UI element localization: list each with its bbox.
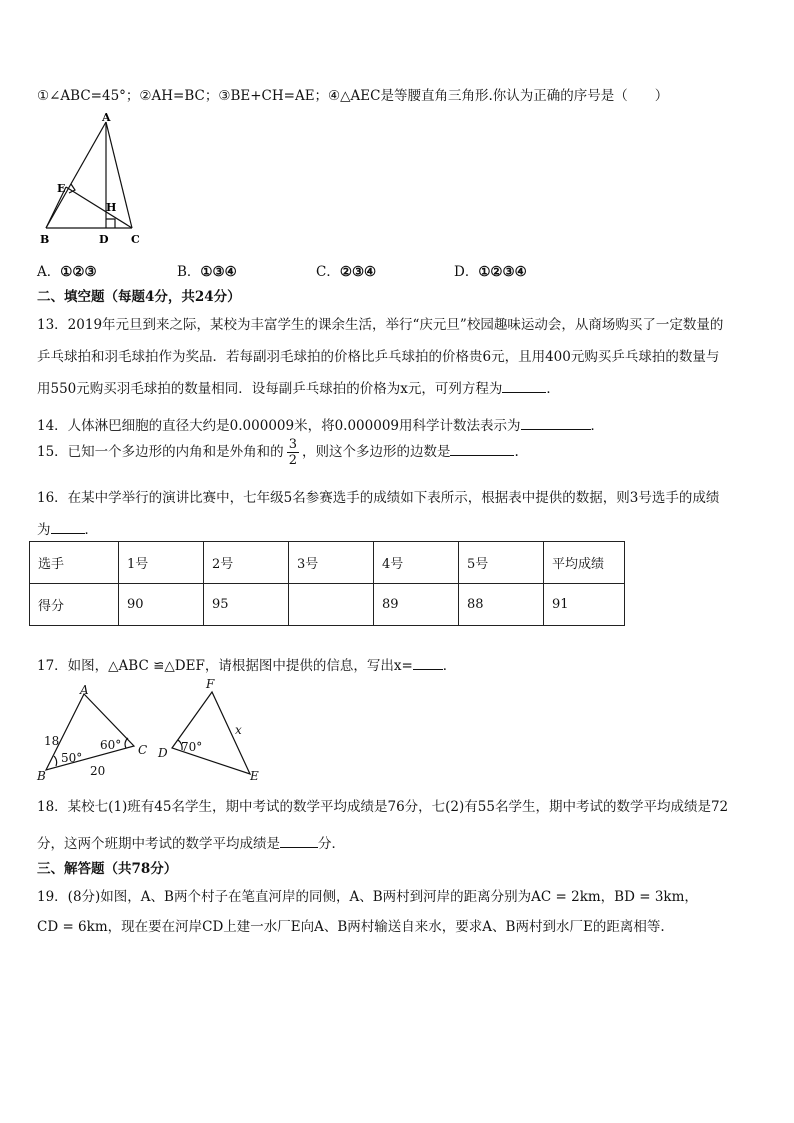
triangle-abc — [46, 694, 134, 770]
table-row — [30, 584, 625, 626]
table-cell: 90 — [119, 584, 204, 626]
q19-line-1: 19．(8分)如图，A、B两个村子在笔直河岸的同侧，A、B两村到河岸的距离分别为AC = 2km，BD = 3km， — [37, 889, 698, 905]
section-3-heading: 三、解答题（共78分） — [37, 861, 178, 877]
side-bc-value: 20 — [90, 764, 106, 778]
choice-c[interactable]: C．②③④ — [316, 264, 377, 280]
label-a: A — [80, 683, 89, 697]
q18-line-1: 18．某校七(1)班有45名学生，期中考试的数学平均成绩是76分，七(2)有55名学生，期中考试的数学平均成绩是72 — [37, 799, 729, 815]
q16-line-1: 16．在某中学举行的演讲比赛中，七年级5名参赛选手的成绩如下表所示，根据表中提供的数据，则3号选手的成绩 — [37, 490, 720, 506]
label-h: H — [106, 201, 117, 214]
q18-answer-blank[interactable] — [280, 835, 318, 848]
table-cell: 89 — [374, 584, 459, 626]
table-cell: 选手 — [30, 542, 119, 584]
label-e: E — [57, 182, 66, 195]
table-cell: 95 — [204, 584, 289, 626]
choice-b[interactable]: B．①③④ — [177, 264, 237, 280]
table-cell: 3号 — [289, 542, 374, 584]
table-cell: 5号 — [459, 542, 544, 584]
right-angle-d — [106, 219, 115, 228]
label-d: D — [158, 746, 168, 760]
q15-answer-blank[interactable] — [450, 443, 514, 456]
table-cell: 得分 — [30, 584, 119, 626]
choice-d[interactable]: D．①②③④ — [454, 264, 527, 280]
q13-answer-blank[interactable] — [502, 380, 546, 393]
side-x-label: x — [235, 723, 242, 737]
q19-line-2: CD = 6km，现在要在河岸CD上建一水厂E向A、B两村输送自来水，要求A、B两村到水厂E的距离相等. — [37, 919, 665, 935]
label-a: A — [102, 112, 111, 124]
label-e: E — [250, 769, 259, 783]
label-c: C — [138, 743, 148, 757]
angle-c-value: 60° — [100, 738, 122, 752]
table-row — [30, 542, 625, 584]
q14-answer-blank[interactable] — [521, 417, 591, 430]
question-12-conditions: ①∠ABC=45°；②AH=BC；③BE+CH=AE；④△AEC是等腰直角三角形.你认为正确的序号是（ ） — [37, 88, 669, 104]
section-2-heading: 二、填空题（每题4分，共24分） — [37, 289, 241, 305]
label-f: F — [206, 677, 215, 691]
table-cell: 平均成绩 — [544, 542, 625, 584]
label-b: B — [37, 769, 46, 783]
scores-table — [29, 541, 625, 626]
q15-line: 15．已知一个多边形的内角和是外角和的 $\frac{3}{2}$ ，则这个多边形的边数是 . — [37, 437, 519, 468]
table-cell: 4号 — [374, 542, 459, 584]
angle-b-arc — [54, 756, 57, 766]
angle-b-value: 50° — [61, 751, 83, 765]
q17-answer-blank[interactable] — [413, 657, 443, 670]
table-cell: 91 — [544, 584, 625, 626]
segment-ec — [66, 187, 132, 228]
table-cell: 1号 — [119, 542, 204, 584]
q13-line-3: 用550元购买羽毛球拍的数量相同．设每副乒乓球拍的价格为x元，可列方程为 ． — [37, 381, 560, 397]
table-cell — [289, 584, 374, 626]
angle-d-value: 70° — [181, 740, 203, 754]
choice-a[interactable]: A．①②③ — [37, 264, 97, 280]
label-d: D — [99, 233, 109, 246]
label-b: B — [40, 233, 50, 246]
triangle-abc-figure — [36, 112, 146, 248]
congruent-triangles-figure — [34, 676, 274, 786]
label-c: C — [131, 233, 140, 246]
q14-line: 14．人体淋巴细胞的直径大约是0.000009米，将0.000009用科学计数法表示为 ． — [37, 418, 605, 434]
table-cell: 88 — [459, 584, 544, 626]
q16-line-2: 为 ． — [37, 522, 98, 538]
q13-line-1: 13．2019年元旦到来之际，某校为丰富学生的课余生活，举行“庆元旦”校园趣味运动会，从商场购买了一定数量的 — [37, 317, 724, 333]
q18-line-2: 分，这两个班期中考试的数学平均成绩是 分． — [37, 836, 345, 852]
side-ab — [46, 122, 106, 228]
q13-line-2: 乒乓球拍和羽毛球拍作为奖品．若每副羽毛球拍的价格比乒乓球拍的价格贵6元，且用400元购买乒乓球拍的数量与 — [37, 349, 720, 365]
fraction-3-over-2: $\frac{3}{2}$ — [288, 437, 297, 468]
table-cell: 2号 — [204, 542, 289, 584]
q16-answer-blank[interactable] — [51, 521, 85, 534]
side-ab-value: 18 — [44, 734, 60, 748]
q17-line: 17．如图，△ABC ≌△DEF，请根据图中提供的信息，写出x= ． — [37, 658, 457, 674]
